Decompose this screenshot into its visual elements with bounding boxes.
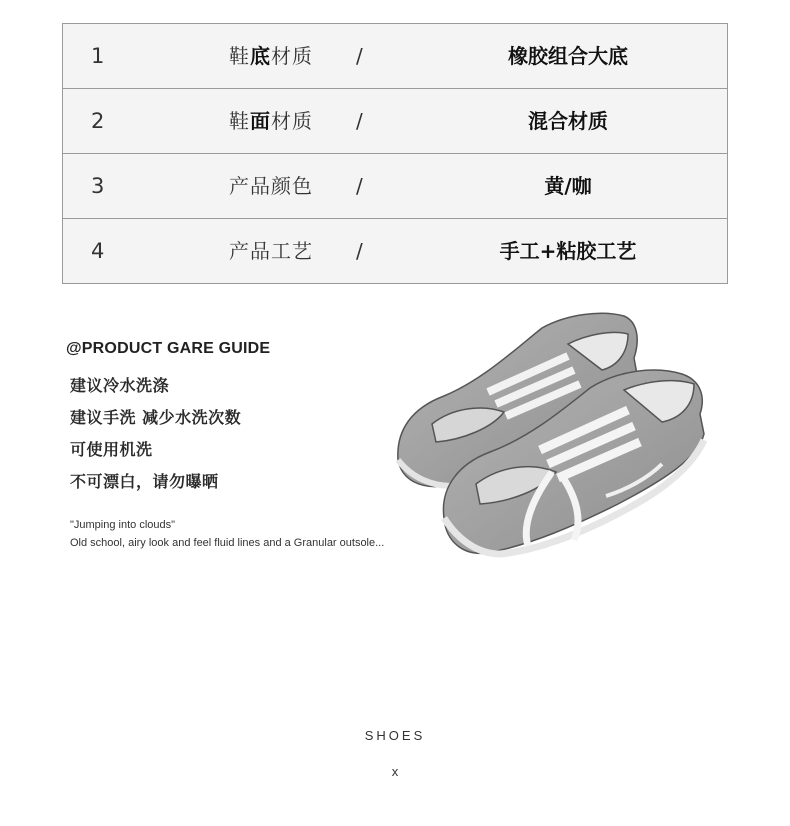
spec-row-color — [63, 154, 727, 219]
footer-mark: x — [391, 764, 399, 779]
footer-label: SHOES — [364, 728, 426, 743]
spec-table — [62, 23, 728, 284]
row-value: 混合材质 — [528, 109, 608, 133]
row-separator: / — [356, 239, 363, 263]
row-number: 2 — [91, 109, 105, 133]
care-item: 不可漂白，请勿曝晒 — [70, 472, 219, 491]
row-separator: / — [356, 174, 363, 198]
care-instructions — [70, 374, 241, 502]
row-label: 产品工艺 — [229, 239, 313, 263]
tagline-description: Old school, airy look and feel fluid lines and a Granular outsole... — [70, 537, 385, 549]
row-number: 4 — [91, 239, 105, 263]
row-value: 黄/咖 — [544, 174, 592, 198]
row-label: 鞋底材质 — [229, 44, 313, 68]
spec-row-sole-material — [63, 24, 727, 89]
row-value: 橡胶组合大底 — [508, 44, 628, 68]
sneakers-illustration — [392, 300, 737, 575]
row-label: 产品颜色 — [229, 174, 313, 198]
spec-row-craft — [63, 219, 727, 283]
care-item: 建议冷水洗涤 — [70, 376, 170, 395]
row-number: 3 — [91, 174, 105, 198]
row-number: 1 — [91, 44, 105, 68]
care-item: 可使用机洗 — [70, 440, 153, 459]
spec-row-upper-material — [63, 89, 727, 154]
row-value: 手工+粘胶工艺 — [499, 239, 637, 263]
care-item: 建议手洗 减少水洗次数 — [70, 408, 242, 427]
row-separator: / — [356, 109, 363, 133]
tagline-quote: "Jumping into clouds" — [70, 519, 176, 531]
row-separator: / — [356, 44, 363, 68]
row-label: 鞋面材质 — [229, 109, 313, 133]
care-guide-title: @PRODUCT GARE GUIDE — [66, 340, 271, 357]
